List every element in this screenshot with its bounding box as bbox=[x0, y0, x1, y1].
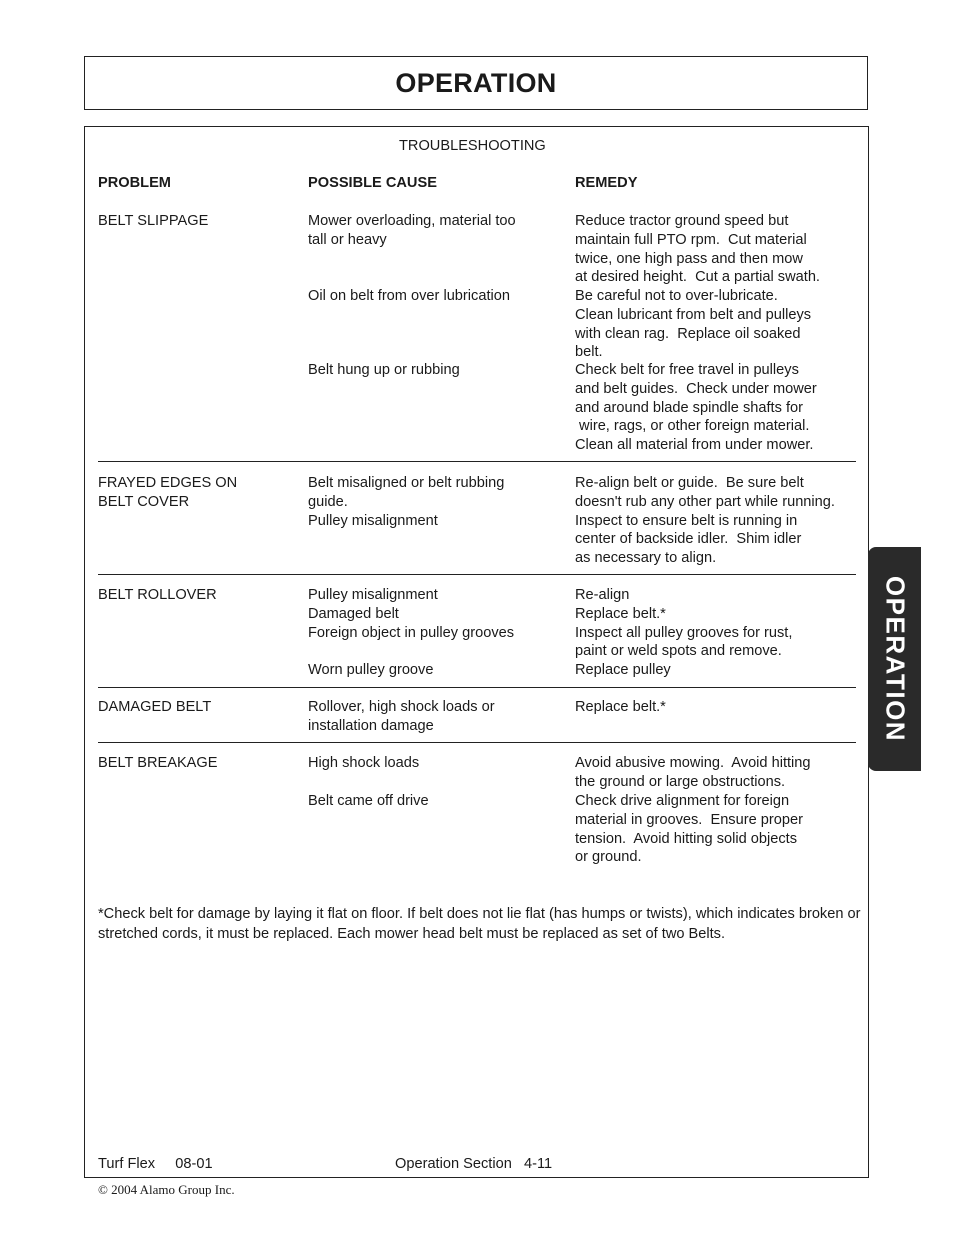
possible-cause: tall or heavy bbox=[308, 231, 387, 248]
possible-cause: Worn pulley groove bbox=[308, 662, 434, 678]
remedy: Re-align bbox=[575, 587, 630, 603]
copyright: © 2004 Alamo Group Inc. bbox=[98, 1182, 235, 1197]
remedy: Replace pulley bbox=[575, 662, 671, 678]
column-header-cause: POSSIBLE CAUSE bbox=[308, 175, 437, 191]
problem-label: BELT SLIPPAGE bbox=[98, 213, 209, 229]
remedy: and belt guides. Check under mower bbox=[575, 380, 817, 397]
possible-cause: High shock loads bbox=[308, 755, 420, 771]
remedy: tension. Avoid hitting solid objects bbox=[575, 830, 798, 847]
remedy: Check drive alignment for foreign bbox=[575, 793, 790, 809]
row-divider bbox=[98, 687, 856, 688]
remedy: material in grooves. Ensure proper bbox=[575, 811, 803, 828]
header-box bbox=[84, 56, 868, 110]
page-title: OPERATION bbox=[395, 67, 557, 98]
remedy: with clean rag. Replace oil soaked bbox=[575, 325, 801, 342]
remedy: as necessary to align. bbox=[575, 550, 717, 567]
remedy: Clean all material from under mower. bbox=[575, 437, 814, 454]
remedy: belt. bbox=[575, 344, 603, 361]
remedy: maintain full PTO rpm. Cut material bbox=[575, 231, 807, 248]
problem-label: FRAYED EDGES ON bbox=[98, 475, 238, 491]
remedy: Inspect to ensure belt is running in bbox=[575, 512, 798, 529]
possible-cause: Damaged belt bbox=[308, 605, 399, 622]
possible-cause: guide. bbox=[308, 493, 348, 510]
possible-cause: Belt hung up or rubbing bbox=[308, 362, 460, 378]
problem-label: BELT BREAKAGE bbox=[98, 755, 218, 771]
possible-cause: Mower overloading, material too bbox=[308, 213, 516, 229]
problem-label: BELT ROLLOVER bbox=[98, 587, 217, 603]
remedy: center of backside idler. Shim idler bbox=[575, 531, 802, 548]
footnote: *Check belt for damage by laying it flat on floor. If belt does not lie flat (has humps or twists), which indicates broken or stretched cords, it must be replaced. Each mower head belt must be replaced as set of two Belts. bbox=[98, 906, 861, 942]
problem-label: BELT COVER bbox=[98, 493, 190, 510]
remedy: Replace belt.* bbox=[575, 605, 666, 622]
side-tab-label: OPERATION bbox=[880, 575, 910, 743]
possible-cause: Pulley misalignment bbox=[308, 512, 438, 529]
remedy: the ground or large obstructions. bbox=[575, 773, 786, 790]
column-header-remedy: REMEDY bbox=[575, 175, 638, 191]
column-header-problem: PROBLEM bbox=[98, 175, 171, 191]
problem-label: DAMAGED BELT bbox=[98, 699, 212, 715]
remedy: paint or weld spots and remove. bbox=[575, 643, 782, 660]
remedy: or ground. bbox=[575, 849, 642, 866]
possible-cause: Foreign object in pulley grooves bbox=[308, 624, 515, 641]
row-divider bbox=[98, 742, 856, 743]
possible-cause: Rollover, high shock loads or bbox=[308, 699, 495, 715]
possible-cause: Belt misaligned or belt rubbing bbox=[308, 475, 505, 491]
remedy: Inspect all pulley grooves for rust, bbox=[575, 624, 793, 641]
footer-model: Turf Flex 08-01 bbox=[98, 1156, 213, 1172]
side-tab bbox=[868, 547, 921, 771]
possible-cause: Pulley misalignment bbox=[308, 587, 438, 603]
section-title: TROUBLESHOOTING bbox=[399, 138, 546, 154]
remedy: Clean lubricant from belt and pulleys bbox=[575, 306, 812, 323]
remedy: Replace belt.* bbox=[575, 699, 666, 715]
remedy: Be careful not to over-lubricate. bbox=[575, 288, 778, 304]
remedy: Reduce tractor ground speed but bbox=[575, 213, 789, 229]
remedy: doesn't rub any other part while running. bbox=[575, 493, 835, 510]
row-divider bbox=[98, 574, 856, 575]
remedy: twice, one high pass and then mow bbox=[575, 250, 803, 267]
remedy: Check belt for free travel in pulleys bbox=[575, 362, 799, 378]
footer-section: Operation Section 4-11 bbox=[395, 1156, 553, 1172]
remedy: and around blade spindle shafts for bbox=[575, 399, 803, 416]
possible-cause: Belt came off drive bbox=[308, 793, 429, 809]
possible-cause: Oil on belt from over lubrication bbox=[308, 288, 510, 304]
remedy: wire, rags, or other foreign material. bbox=[575, 418, 810, 435]
remedy: at desired height. Cut a partial swath. bbox=[575, 269, 820, 286]
remedy: Re-align belt or guide. Be sure belt bbox=[575, 475, 804, 491]
row-divider bbox=[98, 461, 856, 462]
remedy: Avoid abusive mowing. Avoid hitting bbox=[575, 755, 811, 771]
possible-cause: installation damage bbox=[308, 717, 434, 734]
